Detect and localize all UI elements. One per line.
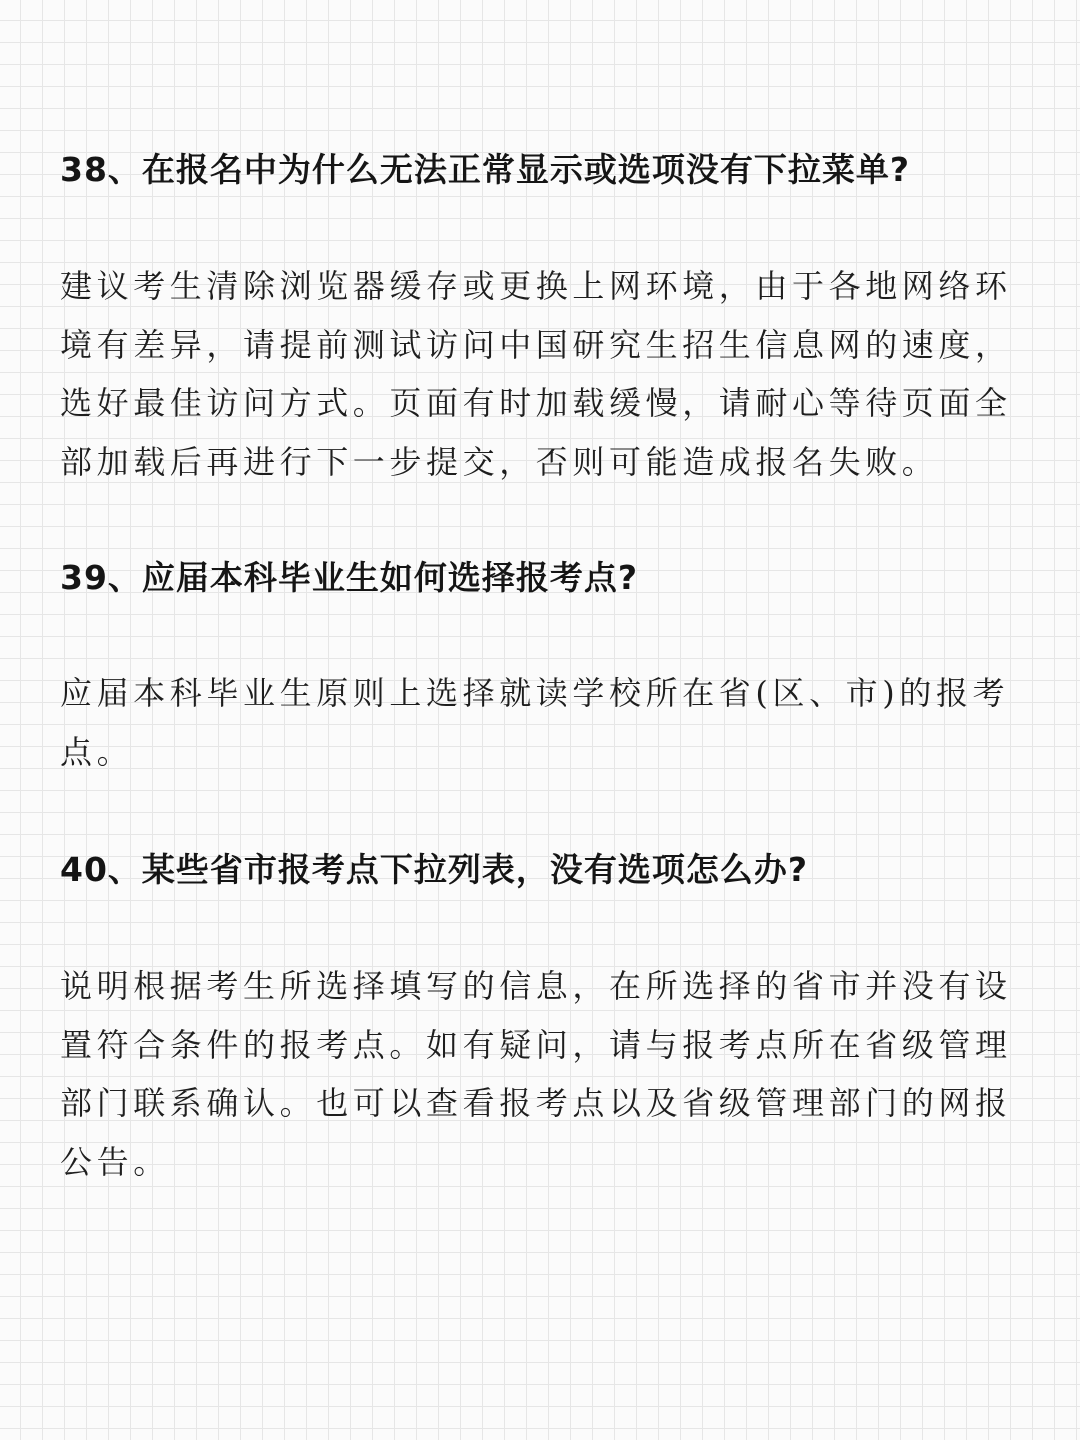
- faq-question-40: 40、某些省市报考点下拉列表，没有选项怎么办?: [60, 850, 809, 889]
- faq-question-39: 39、应届本科毕业生如何选择报考点?: [60, 558, 639, 597]
- faq-answer-38: 建议考生清除浏览器缓存或更换上网环境，由于各地网络环境有差异，请提前测试访问中国研究生招生信息网的速度，选好最佳访问方式。页面有时加载缓慢，请耐心等待页面全部加载后再进行下一步提交，否则可能造成报名失败。: [60, 267, 1012, 481]
- faq-answer-40: 说明根据考生所选择填写的信息，在所选择的省市并没有设置符合条件的报考点。如有疑问，请与报考点所在省级管理部门联系确认。也可以查看报考点以及省级管理部门的网报公告。: [60, 967, 1012, 1181]
- faq-answer-39: 应届本科毕业生原则上选择就读学校所在省(区、市)的报考点。: [60, 674, 1010, 771]
- faq-question-38: 38、在报名中为什么无法正常显示或选项没有下拉菜单?: [60, 150, 911, 189]
